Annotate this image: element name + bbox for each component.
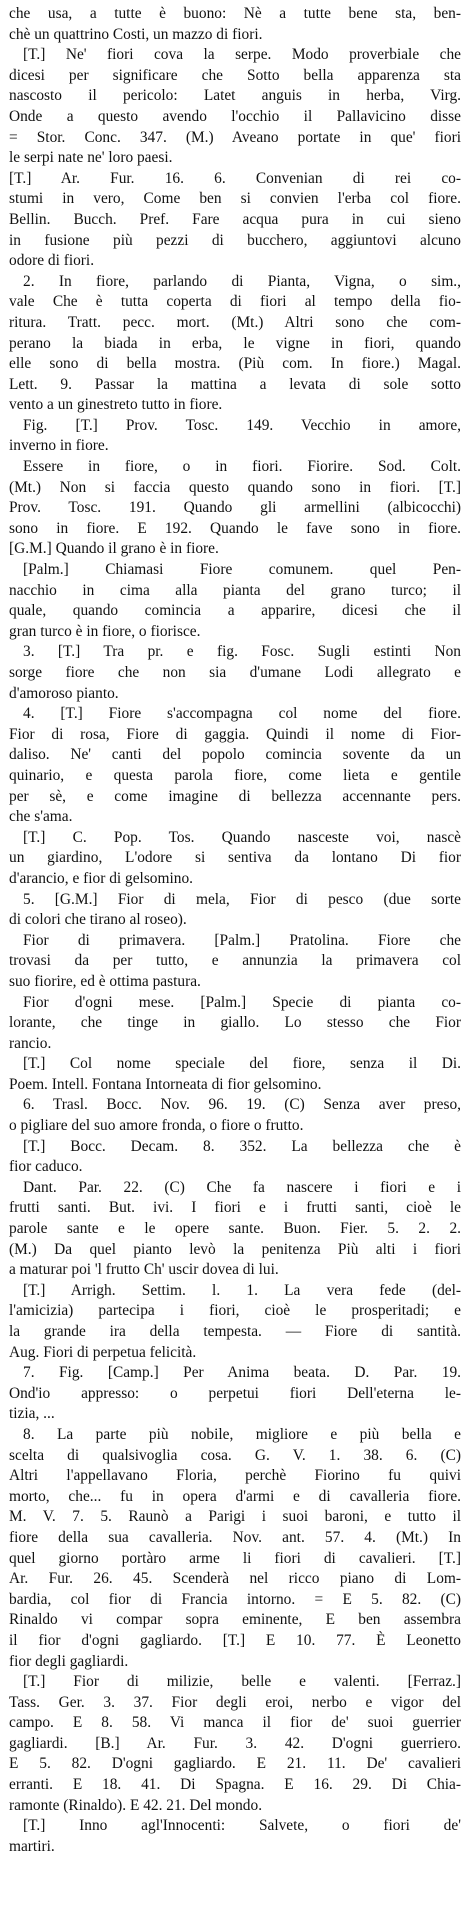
text-line: quel giorno portàro arme li fiori di cavalieri. [T.] bbox=[9, 1549, 461, 1567]
text-line: Bellin. Bucch. Pref. Fare acqua pura in cui sieno bbox=[9, 210, 461, 228]
text-line: l'amicizia) partecipa i fiori, cioè le prosperitadi; e bbox=[9, 1302, 461, 1320]
text-line: odore di fiori. bbox=[9, 252, 95, 270]
text-column bbox=[9, 4, 461, 1857]
text-line: perano la biada in erba, le vigne in fiori, quando bbox=[9, 334, 461, 352]
text-line: vale Che è tutta coperta di fiori al tempo della fio- bbox=[9, 293, 461, 311]
text-line: quale, quando comincia a apparire, dicesi che il bbox=[9, 602, 461, 620]
text-line: Onde a questo avendo l'occhio il Pallavicino disse bbox=[9, 107, 461, 125]
text-line: a maturar poi 'l frutto Ch' uscir dovea di lui. bbox=[9, 1261, 279, 1279]
text-line: elle sono di bella mostra. (Più com. In fiore.) Magal. bbox=[9, 355, 461, 373]
text-line: Tass. Ger. 3. 37. Fior degli eroi, nerbo e vigor del bbox=[9, 1693, 461, 1711]
text-line: campo. E 8. 58. Vi manca il fior de' suoi guerrier bbox=[9, 1714, 461, 1732]
text-line: 5. [G.M.] Fior di mela, Fior di pesco (due sorte bbox=[23, 890, 461, 908]
text-line: [T.] Ar. Fur. 16. 6. Convenian di rei co- bbox=[9, 169, 461, 187]
text-line: suo fiorire, ed è ottima pastura. bbox=[9, 972, 201, 990]
text-line: fiore della sua cavalleria. Nov. ant. 57. 4. (Mt.) In bbox=[9, 1528, 461, 1546]
text-line: per sè, e come imagine di bellezza accennante pers. bbox=[9, 787, 461, 805]
text-line: fior caduco. bbox=[9, 1158, 83, 1176]
text-line: 2. In fiore, parlando di Pianta, Vigna, o sim., bbox=[23, 272, 461, 290]
text-line: lorante, che tinge in giallo. Lo stesso che Fior bbox=[9, 1014, 461, 1032]
text-line: 7. Fig. [Camp.] Per Anima beata. D. Par. 19. bbox=[23, 1364, 461, 1382]
text-line: Dant. Par. 22. (C) Che fa nascere i fiori e i bbox=[23, 1178, 461, 1196]
text-line: (M.) Da quel pianto levò la penitenza Più alti i fiori bbox=[9, 1240, 461, 1258]
text-line: Ond'io appresso: o perpetui fiori Dell'eterna le- bbox=[9, 1384, 461, 1402]
text-line: scelta di qualsivoglia cosa. G. V. 1. 38. 6. (C) bbox=[9, 1446, 461, 1464]
text-line: martiri. bbox=[9, 1837, 55, 1855]
text-line: [T.] Inno agl'Innocenti: Salvete, o fiori de' bbox=[23, 1817, 461, 1835]
text-line: nascosto il pericolo: Latet anguis in herba, Virg. bbox=[9, 87, 461, 105]
text-line: ritura. Tratt. pecc. mort. (Mt.) Altri sono che com- bbox=[9, 313, 461, 331]
text-line: [T.] Arrigh. Settim. l. 1. La vera fede (del- bbox=[23, 1281, 461, 1299]
text-line: [T.] C. Pop. Tos. Quando nasceste voi, nascè bbox=[23, 828, 461, 846]
text-line: [T.] Fior di milizie, belle e valenti. [Ferraz.] bbox=[23, 1673, 461, 1691]
text-line: parole sante e le opere sante. Buon. Fier. 5. 2. 2. bbox=[9, 1220, 461, 1238]
text-line: 3. [T.] Tra pr. e fig. Fosc. Sugli estinti Non bbox=[23, 643, 461, 661]
text-line: [T.] Col nome speciale del fiore, senza il Di. bbox=[23, 1055, 461, 1073]
text-line: Fior di rosa, Fiore di gaggia. Quindi il nome di Fior- bbox=[9, 725, 461, 743]
text-line: quinario, e questa parola fiore, come lieta e gentile bbox=[9, 766, 461, 784]
text-line: [T.] Bocc. Decam. 8. 352. La bellezza che è bbox=[23, 1137, 461, 1155]
text-line: = Stor. Conc. 347. (M.) Aveano portate in que' fiori bbox=[9, 128, 461, 146]
text-line: sorge fiore che non sia d'umane Lodi allegrato e bbox=[9, 664, 461, 681]
text-line: frutti santi. But. ivi. I fiori e i frutti santi, cioè le bbox=[9, 1199, 461, 1217]
text-line: ramonte (Rinaldo). E 42. 21. Del mondo. bbox=[9, 1796, 263, 1814]
text-line: Altri l'appellavano Floria, perchè Fiorino fu quivi bbox=[9, 1467, 461, 1485]
text-line: sono in fiore. E 192. Quando le fave sono in fiore. bbox=[9, 519, 461, 537]
text-line: tizia, ... bbox=[9, 1405, 55, 1423]
text-line: rancio. bbox=[9, 1034, 52, 1052]
text-line: Aug. Fiori di perpetua felicità. bbox=[9, 1343, 197, 1361]
text-line: Rinaldo vi compar sopra eminente, E ben assembra bbox=[9, 1611, 461, 1629]
text-line: morto, che... fu in opera d'armi e di cavalleria fiore. bbox=[9, 1487, 461, 1505]
text-line: Prov. Tosc. 191. Quando gli armellini (albicocchi) bbox=[9, 499, 461, 517]
text-line: il fior d'ogni gagliardo. [T.] E 10. 77. È Leonetto bbox=[9, 1631, 461, 1649]
text-line: Fior di primavera. [Palm.] Pratolina. Fiore che bbox=[23, 931, 461, 949]
text-line: che usa, a tutte è buono: Nè a tutte bene sta, ben- bbox=[9, 5, 461, 22]
text-line: trovasi da per tutto, e annunzia la primavera col bbox=[9, 952, 461, 970]
text-line: 6. Trasl. Bocc. Nov. 96. 19. (C) Senza aver preso, bbox=[23, 1096, 461, 1114]
text-line: daliso. Ne' canti del popolo comincia sovente da un bbox=[9, 746, 461, 764]
text-line: gagliardi. [B.] Ar. Fur. 3. 42. D'ogni guerriero. bbox=[9, 1734, 461, 1752]
text-line: Essere in fiore, o in fiori. Fiorire. Sod. Colt. bbox=[23, 458, 461, 476]
text-line: Ar. Fur. 26. 45. Scenderà nel ricco piano di Lom- bbox=[9, 1570, 461, 1588]
text-line: 8. La parte più nobile, migliore e più bella e bbox=[23, 1425, 461, 1443]
text-line: bardia, col fior di Francia intorno. = E 5. 82. (C) bbox=[9, 1590, 461, 1608]
text-line: d'arancio, e fior di gelsomino. bbox=[9, 869, 193, 887]
text-line: la grande ira della tempesta. — Fiore di santità. bbox=[9, 1323, 461, 1340]
text-line: dicesi per significare che Sotto bella apparenza sta bbox=[9, 66, 461, 84]
text-line: Fior d'ogni mese. [Palm.] Specie di pianta co- bbox=[23, 993, 461, 1011]
text-line: chè un quattrino Costi, un mazzo di fiori. bbox=[9, 25, 263, 43]
text-line: un giardino, L'odore si sentiva da lontano Di fior bbox=[9, 849, 461, 867]
text-line: [T.] Ne' fiori cova la serpe. Modo proverbiale che bbox=[23, 46, 461, 64]
text-line: Poem. Intell. Fontana Intorneata di fior gelsomino. bbox=[9, 1075, 322, 1093]
text-line: nacchio in cima alla pianta del grano turco; il bbox=[9, 581, 461, 599]
text-line: 4. [T.] Fiore s'accompagna col nome del fiore. bbox=[23, 705, 461, 723]
text-line: M. V. 7. 5. Raunò a Parigi i suoi baroni, e tutto il bbox=[9, 1508, 461, 1526]
text-line: d'amoroso pianto. bbox=[9, 684, 119, 702]
text-line: [G.M.] Quando il grano è in fiore. bbox=[9, 540, 219, 558]
text-line: di colori che tirano al roseo). bbox=[9, 911, 187, 929]
text-line: (Mt.) Non si faccia questo quando sono in fiori. [T.] bbox=[9, 478, 461, 496]
text-line: Fig. [T.] Prov. Tosc. 149. Vecchio in amore, bbox=[23, 416, 461, 434]
text-line: E 5. 82. D'ogni gagliardo. E 21. 11. De' cavalieri bbox=[9, 1755, 461, 1773]
text-line: [Palm.] Chiamasi Fiore comunem. quel Pen- bbox=[23, 561, 461, 579]
text-line: che s'ama. bbox=[9, 808, 73, 826]
text-line: le serpi nate ne' loro paesi. bbox=[9, 149, 173, 167]
text-line: vento a un ginestreto tutto in fiore. bbox=[9, 396, 223, 414]
text-line: fior degli gagliardi. bbox=[9, 1652, 129, 1670]
text-line: o pigliare del suo amore fronda, o fiore o frutto. bbox=[9, 1117, 304, 1135]
text-line: inverno in fiore. bbox=[9, 437, 109, 455]
text-line: erranti. E 18. 41. Di Spagna. E 16. 29. Di Chia- bbox=[9, 1776, 461, 1794]
text-line: in fusione più pezzi di bucchero, aggiuntovi alcuno bbox=[9, 231, 461, 249]
text-line: Lett. 9. Passar la mattina a levata di sole sotto bbox=[9, 375, 461, 393]
text-line: gran turco è in fiore, o fiorisce. bbox=[9, 622, 201, 640]
text-line: stumi in vero, Come ben si convien l'erba col fiore. bbox=[9, 190, 461, 208]
